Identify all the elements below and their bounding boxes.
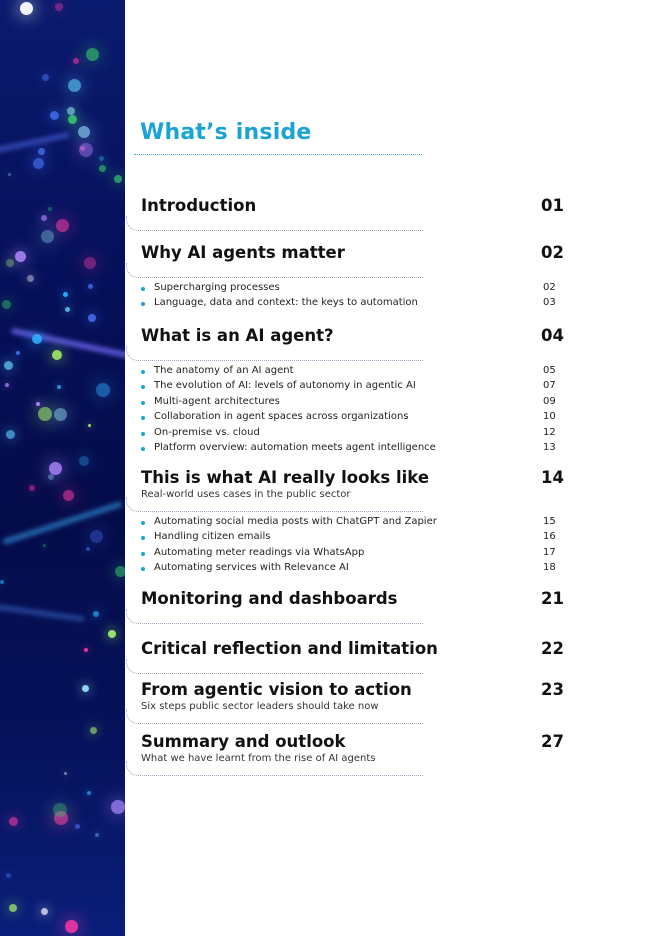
glow-dot (41, 215, 47, 221)
glow-dot (27, 275, 34, 282)
glow-dot (36, 402, 40, 406)
glow-dot (63, 490, 74, 501)
toc-subitem-label: Supercharging processes (154, 282, 280, 293)
glow-dot (6, 873, 11, 878)
bullet-icon (141, 552, 145, 556)
toc-section-title: Why AI agents matter (141, 243, 345, 262)
toc-subitem[interactable] (141, 562, 349, 573)
toc-subitem[interactable] (141, 442, 436, 453)
toc-subitem-label: On-premise vs. cloud (154, 427, 260, 438)
toc-subitem[interactable] (141, 396, 280, 407)
toc-section-page-number: 04 (541, 326, 564, 345)
glow-dot (84, 648, 88, 652)
glow-dot (87, 791, 91, 795)
glow-dot (29, 485, 35, 491)
toc-divider (126, 263, 423, 278)
toc-subitem[interactable] (141, 297, 418, 308)
bullet-icon (141, 432, 145, 436)
toc-subitem-page-number: 03 (543, 297, 556, 308)
toc-subitem-label: Language, data and context: the keys to automation (154, 297, 418, 308)
glow-dot (55, 3, 63, 11)
bullet-icon (141, 416, 145, 420)
toc-subitem-page-number: 07 (543, 380, 556, 391)
toc-section[interactable] (141, 196, 256, 215)
toc-divider (126, 709, 423, 724)
toc-section-subtitle: What we have learnt from the rise of AI agents (141, 753, 376, 764)
toc-section[interactable] (141, 243, 345, 262)
glow-dot (41, 908, 48, 915)
glow-dot (56, 219, 69, 232)
toc-subitem-label: Multi-agent architectures (154, 396, 280, 407)
toc-subitem-page-number: 10 (543, 411, 556, 422)
toc-subitem-page-number: 16 (543, 531, 556, 542)
glow-dot (115, 566, 125, 577)
glow-dot (50, 111, 59, 120)
glow-dot (52, 350, 62, 360)
glow-dot (54, 408, 67, 421)
bullet-icon (141, 567, 145, 571)
toc-subitem-page-number: 09 (543, 396, 556, 407)
glow-dot (8, 173, 11, 176)
glow-dot (68, 115, 77, 124)
toc-section-page-number: 02 (541, 243, 564, 262)
glow-dot (90, 530, 103, 543)
toc-section-title: Critical reflection and limitation (141, 639, 438, 658)
light-streak (2, 501, 123, 545)
toc-section-page-number: 01 (541, 196, 564, 215)
toc-subitem[interactable] (141, 531, 270, 542)
toc-divider (126, 659, 423, 674)
toc-section-title: Monitoring and dashboards (141, 589, 398, 608)
toc-section[interactable] (141, 732, 375, 764)
bullet-icon (141, 401, 145, 405)
glow-dot (78, 126, 90, 138)
glow-dot (64, 772, 67, 775)
glow-dot (32, 334, 42, 344)
glow-dot (20, 2, 33, 15)
toc-subitem-page-number: 15 (543, 516, 556, 527)
glow-dot (75, 824, 80, 829)
bullet-icon (141, 370, 145, 374)
toc-subitem-label: The anatomy of an AI agent (154, 365, 294, 376)
toc-divider (126, 216, 423, 231)
glow-dot (88, 284, 93, 289)
glow-dot (73, 58, 79, 64)
toc-section[interactable] (141, 468, 429, 500)
bullet-icon (141, 447, 145, 451)
glow-dot (38, 407, 52, 421)
toc-subitem-page-number: 17 (543, 547, 556, 558)
glow-dot (48, 207, 52, 211)
toc-section-page-number: 23 (541, 680, 564, 699)
glow-dot (38, 148, 45, 155)
toc-subitem-label: The evolution of AI: levels of autonomy in agentic AI (154, 380, 416, 391)
glow-dot (79, 143, 93, 157)
toc-section-title: This is what AI really looks like (141, 468, 430, 487)
glow-dot (88, 424, 91, 427)
glow-dot (15, 251, 26, 262)
glow-dot (108, 630, 116, 638)
glow-dot (9, 817, 18, 826)
toc-section-subtitle: Six steps public sector leaders should take now (141, 701, 379, 712)
toc-section[interactable] (141, 639, 438, 658)
glow-dot (84, 257, 96, 269)
toc-subitem-page-number: 18 (543, 562, 556, 573)
glow-dot (114, 175, 122, 183)
glow-dot (4, 361, 13, 370)
toc-subitem[interactable] (141, 282, 280, 293)
glow-dot (6, 259, 14, 267)
glow-dot (48, 474, 54, 480)
toc-divider (126, 761, 423, 776)
glow-dot (9, 904, 17, 912)
toc-section-title: Introduction (141, 196, 257, 215)
glow-dot (111, 800, 125, 814)
glow-dot (96, 383, 110, 397)
glow-dot (67, 107, 75, 115)
toc-section[interactable] (141, 680, 412, 712)
glow-dot (82, 685, 89, 692)
glow-dot (0, 580, 4, 584)
toc-subitem-label: Collaboration in agent spaces across organizations (154, 411, 409, 422)
glow-dot (99, 156, 104, 161)
toc-subitem[interactable] (141, 411, 409, 422)
glow-dot (57, 385, 61, 389)
toc-section-title: Summary and outlook (141, 732, 346, 751)
glow-dot (63, 292, 68, 297)
glow-dot (5, 383, 9, 387)
glow-dot (65, 920, 78, 933)
glow-dot (41, 230, 54, 243)
bullet-icon (141, 521, 145, 525)
glow-dot (79, 456, 89, 466)
title-divider (134, 154, 422, 155)
glow-dot (43, 544, 46, 547)
toc-subitem[interactable] (141, 547, 364, 558)
glow-dot (86, 547, 90, 551)
glow-dot (65, 307, 70, 312)
toc-section-page-number: 27 (541, 732, 564, 751)
toc-subitem[interactable] (141, 516, 437, 527)
bullet-icon (141, 536, 145, 540)
toc-subitem-page-number: 05 (543, 365, 556, 376)
toc-subitem-label: Automating services with Relevance AI (154, 562, 349, 573)
bullet-icon (141, 287, 145, 291)
glow-dot (2, 300, 11, 309)
glow-dot (33, 158, 44, 169)
glow-dot (99, 165, 106, 172)
light-streak (0, 132, 70, 155)
decorative-sidebar-image (0, 0, 125, 936)
toc-subitem-page-number: 13 (543, 442, 556, 453)
glow-dot (93, 611, 99, 617)
toc-section[interactable] (141, 326, 334, 345)
toc-subitem-label: Automating social media posts with ChatGPT and Zapier (154, 516, 437, 527)
toc-subitem-label: Handling citizen emails (154, 531, 271, 542)
toc-section-subtitle: Real-world uses cases in the public sector (141, 489, 351, 500)
toc-divider (126, 346, 423, 361)
toc-subitem-page-number: 02 (543, 282, 556, 293)
glow-dot (68, 79, 81, 92)
toc-section-page-number: 21 (541, 589, 564, 608)
toc-section-title: What is an AI agent? (141, 326, 334, 345)
glow-dot (6, 430, 15, 439)
toc-section[interactable] (141, 589, 397, 608)
glow-dot (53, 803, 67, 817)
glow-dot (16, 351, 20, 355)
light-streak (0, 604, 85, 622)
toc-section-title: From agentic vision to action (141, 680, 412, 699)
toc-section-page-number: 22 (541, 639, 564, 658)
page-title: What’s inside (140, 120, 312, 145)
bullet-icon (141, 385, 145, 389)
toc-divider (126, 497, 423, 512)
toc-divider (126, 609, 423, 624)
glow-dot (90, 727, 97, 734)
glow-dot (42, 74, 49, 81)
toc-subitem-label: Automating meter readings via WhatsApp (154, 547, 365, 558)
toc-subitem[interactable] (141, 380, 416, 391)
toc-subitem-label: Platform overview: automation meets agent intelligence (154, 442, 436, 453)
light-streak (11, 328, 125, 359)
glow-dot (86, 48, 99, 61)
toc-subitem[interactable] (141, 365, 294, 376)
bullet-icon (141, 302, 145, 306)
toc-section-page-number: 14 (541, 468, 564, 487)
glow-dot (88, 314, 96, 322)
toc-subitem-page-number: 12 (543, 427, 556, 438)
glow-dot (95, 833, 99, 837)
toc-subitem[interactable] (141, 427, 260, 438)
